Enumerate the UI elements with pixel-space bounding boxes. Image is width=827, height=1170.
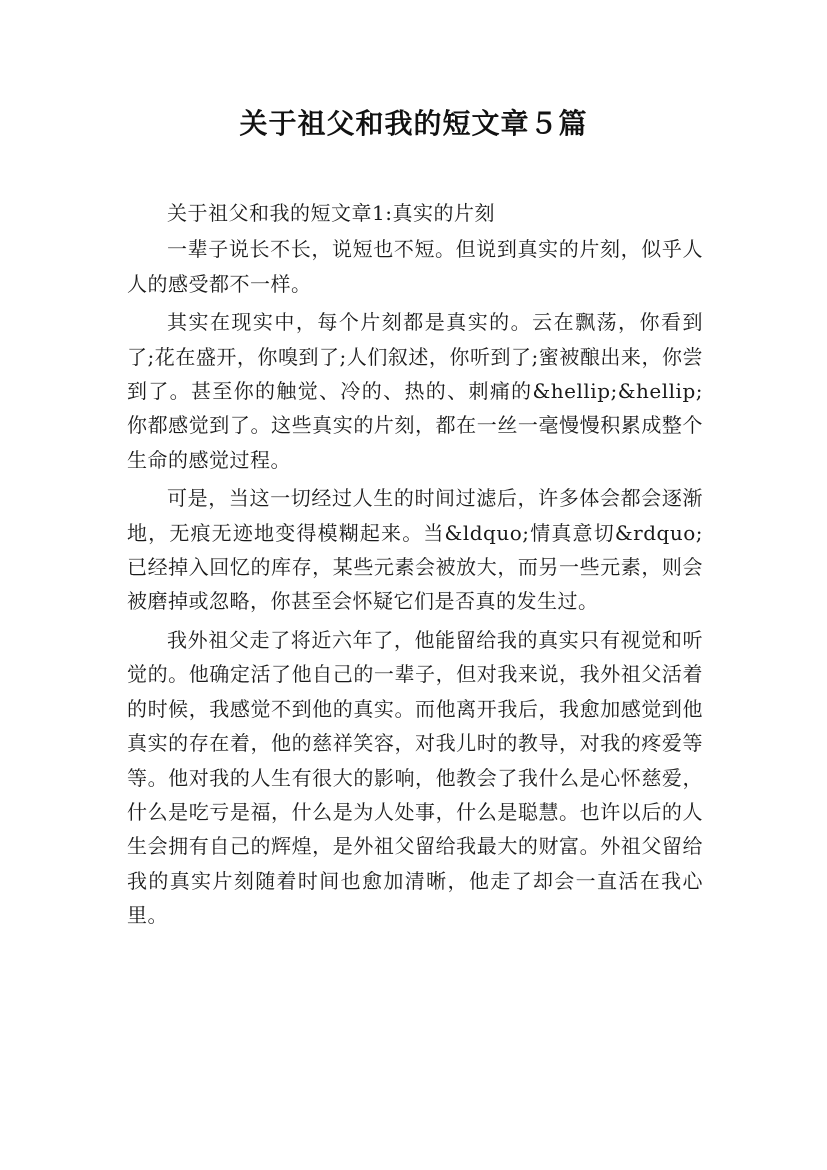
paragraph-2: 其实在现实中，每个片刻都是真实的。云在飘荡，你看到了;花在盛开，你嗅到了;人们叙述，你听到了;蜜被酿出来，你尝到了。甚至你的触觉、冷的、热的、刺痛的&hellip;&hellip;你都感觉到了。这些真实的片刻，都在一丝一毫慢慢积累成整个生命的感觉过程。	[127, 310, 703, 472]
paragraph-4: 我外祖父走了将近六年了，他能留给我的真实只有视觉和听觉的。他确定活了他自己的一辈子，但对我来说，我外祖父活着的时候，我感觉不到他的真实。而他离开我后，我愈加感觉到他真实的存在着，他的慈祥笑容，对我儿时的教导，对我的疼爱等等。他对我的人生有很大的影响，他教会了我什么是心怀慈爱，什么是吃亏是福，什么是为人处事，什么是聪慧。也许以后的人生会拥有自己的辉煌，是外祖父留给我最大的财富。外祖父留给我的真实片刻随着时间也愈加清晰，他走了却会一直活在我心里。	[127, 627, 703, 928]
document-title: 关于祖父和我的短文章５篇	[239, 107, 588, 140]
document-body	[127, 196, 703, 937]
section-subtitle: 关于祖父和我的短文章1:真实的片刻	[167, 201, 495, 225]
paragraph-1: 一辈子说长不长，说短也不短。但说到真实的片刻，似乎人人的感受都不一样。	[127, 237, 703, 296]
paragraph-3: 可是，当这一切经过人生的时间过滤后，许多体会都会逐渐地，无痕无迹地变得模糊起来。当&ldquo;情真意切&rdquo;已经掉入回忆的库存，某些元素会被放大，而另一些元素，则会被磨掉或忽略，你甚至会怀疑它们是否真的发生过。	[127, 486, 703, 614]
